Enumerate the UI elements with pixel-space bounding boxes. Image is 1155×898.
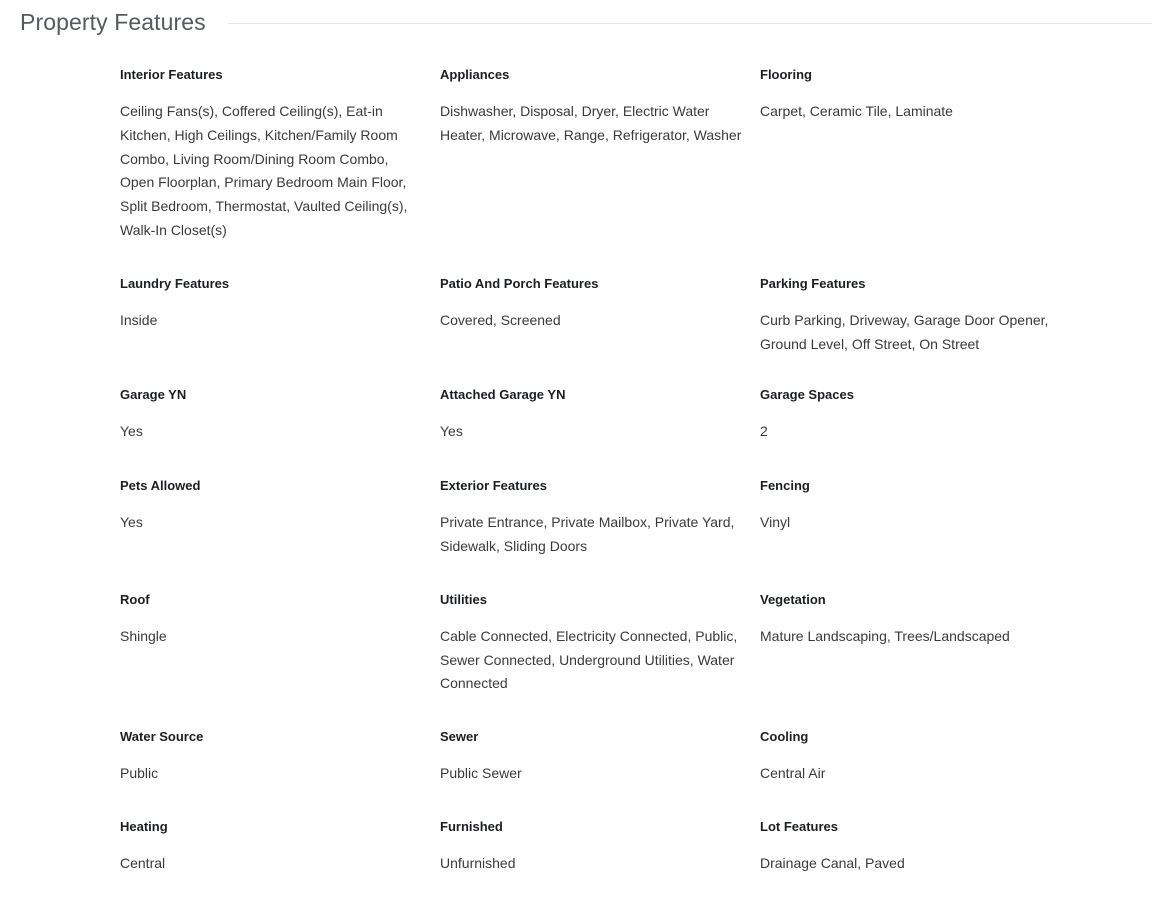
feature-label: Patio And Porch Features xyxy=(440,275,599,291)
feature-item xyxy=(440,276,760,357)
section-header xyxy=(20,6,1152,38)
feature-item xyxy=(760,729,1080,786)
feature-row xyxy=(120,387,1080,444)
feature-label: Exterior Features xyxy=(440,478,547,494)
features-grid xyxy=(120,67,1080,876)
feature-item xyxy=(120,478,440,559)
feature-value: Curb Parking, Driveway, Garage Door Opener, Ground Level, Off Street, On Street xyxy=(760,311,1049,352)
feature-value: Carpet, Ceramic Tile, Laminate xyxy=(760,103,953,119)
feature-value: Yes xyxy=(440,423,463,440)
feature-label: Flooring xyxy=(760,67,812,82)
feature-label: Vegetation xyxy=(760,591,826,607)
feature-label: Fencing xyxy=(760,478,810,494)
feature-row xyxy=(120,819,1080,876)
feature-value: Central xyxy=(120,854,166,871)
feature-value: Public xyxy=(120,765,159,782)
feature-label: Parking Features xyxy=(760,275,866,291)
feature-label: Garage YN xyxy=(120,387,187,403)
feature-label: Lot Features xyxy=(760,818,839,834)
feature-item xyxy=(440,478,760,559)
feature-label: Garage Spaces xyxy=(760,387,854,403)
feature-row xyxy=(120,67,1080,243)
feature-item xyxy=(760,478,1080,559)
section-title: Property Features xyxy=(20,8,206,35)
feature-value: Ceiling Fans(s), Coffered Ceiling(s), Eat-in Kitchen, High Ceilings, Kitchen/Family Room Combo, Living Room/Dining Room Combo, Open Floorplan, Primary Bedroom Main Floor, Split Bedroom, Thermostat, Vaulted Ceiling(s), Walk-In Closet(s) xyxy=(120,103,408,238)
feature-item xyxy=(120,592,440,696)
feature-item xyxy=(760,67,1080,243)
feature-item xyxy=(120,276,440,357)
feature-label: Heating xyxy=(120,818,168,834)
feature-label: Furnished xyxy=(440,818,503,834)
feature-value: 2 xyxy=(760,423,768,440)
feature-value: Dishwasher, Disposal, Dryer, Electric Water Heater, Microwave, Range, Refrigerator, Washer xyxy=(440,103,742,143)
feature-value: Central Air xyxy=(760,765,826,782)
feature-row xyxy=(120,478,1080,559)
feature-item xyxy=(120,819,440,876)
feature-label: Interior Features xyxy=(120,67,223,82)
feature-item xyxy=(440,592,760,696)
feature-label: Laundry Features xyxy=(120,275,230,291)
feature-item xyxy=(760,276,1080,357)
feature-label: Appliances xyxy=(440,67,510,82)
feature-item xyxy=(760,819,1080,876)
feature-value: Public Sewer xyxy=(440,765,522,782)
feature-value: Covered, Screened xyxy=(440,311,561,328)
feature-value: Shingle xyxy=(120,627,167,644)
feature-item xyxy=(440,729,760,786)
feature-item xyxy=(760,592,1080,696)
feature-label: Pets Allowed xyxy=(120,478,201,494)
feature-value: Mature Landscaping, Trees/Landscaped xyxy=(760,627,1010,644)
feature-value: Yes xyxy=(120,423,143,440)
feature-item xyxy=(440,387,760,444)
feature-item xyxy=(440,819,760,876)
feature-value: Unfurnished xyxy=(440,854,516,871)
feature-item xyxy=(760,387,1080,444)
feature-label: Water Source xyxy=(120,729,204,745)
feature-value: Vinyl xyxy=(760,514,791,531)
feature-value: Inside xyxy=(120,311,158,328)
feature-label: Sewer xyxy=(440,729,479,745)
feature-row xyxy=(120,276,1080,357)
feature-value: Yes xyxy=(120,514,143,531)
feature-label: Cooling xyxy=(760,729,809,745)
feature-label: Utilities xyxy=(440,591,487,607)
feature-value: Private Entrance, Private Mailbox, Private Yard, Sidewalk, Sliding Doors xyxy=(440,514,735,554)
feature-item xyxy=(440,67,760,243)
feature-label: Attached Garage YN xyxy=(440,387,566,403)
feature-item xyxy=(120,67,440,243)
feature-value: Drainage Canal, Paved xyxy=(760,854,905,871)
header-divider xyxy=(228,23,1152,24)
feature-label: Roof xyxy=(120,591,150,607)
feature-item xyxy=(120,387,440,444)
feature-item xyxy=(120,729,440,786)
feature-row xyxy=(120,729,1080,786)
feature-value: Cable Connected, Electricity Connected, Public, Sewer Connected, Underground Utilities, Water Connected xyxy=(440,627,738,692)
feature-row xyxy=(120,592,1080,696)
